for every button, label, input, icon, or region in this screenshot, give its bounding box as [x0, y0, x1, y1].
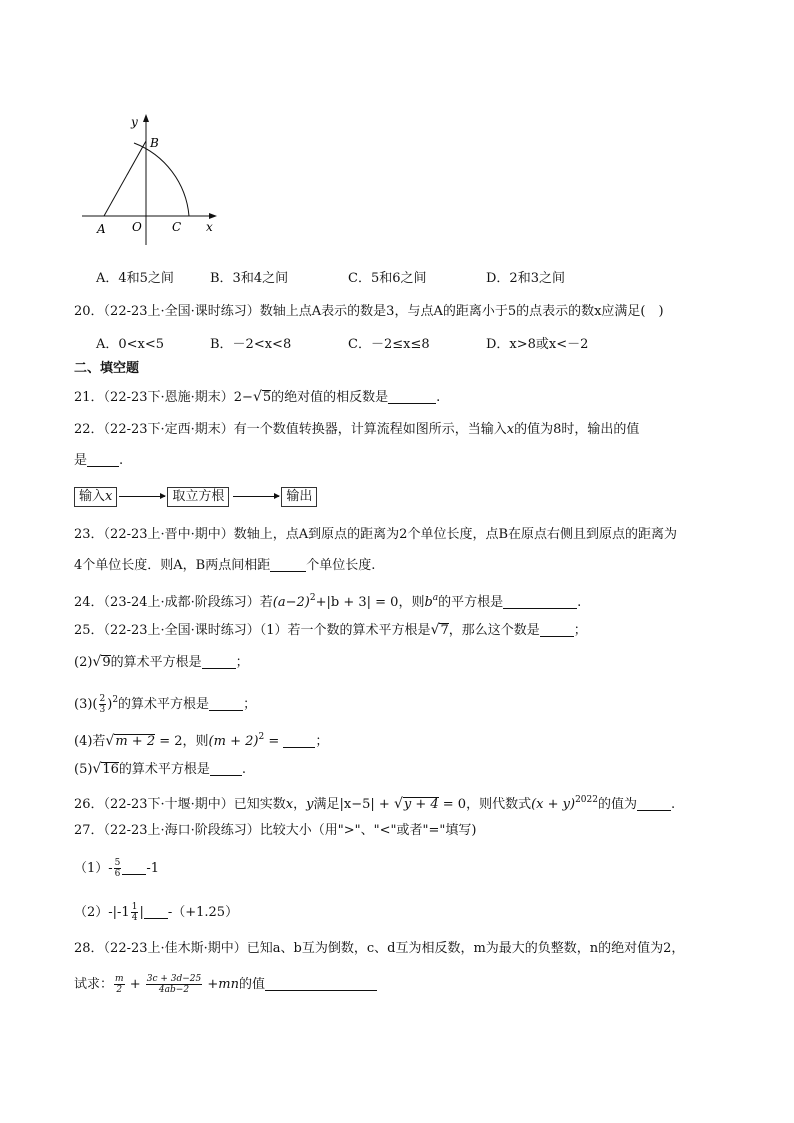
y-axis-arrow	[143, 114, 149, 122]
q25-4-answer-blank[interactable]	[283, 733, 315, 748]
q24-mid: +|b + 3| = 0	[315, 595, 399, 610]
q22-answer-blank[interactable]	[87, 452, 119, 467]
q24-post: 的平方根是	[438, 595, 504, 610]
q25-l4-mid: = 2，则	[155, 734, 209, 749]
q20-option-d: D．x>8或x<－2	[486, 337, 589, 352]
q23-line2-pre: 4个单位长度．则A，B两点间相距	[74, 558, 271, 573]
number-line-figure	[70, 105, 230, 245]
q25-part1	[74, 620, 587, 641]
segment-ab	[104, 141, 146, 216]
q23-line2	[74, 556, 375, 576]
flow-input-label: 输入	[79, 489, 106, 504]
q22-line2-pre: 是	[74, 453, 88, 468]
q25-l4-expr: (m + 2)	[208, 734, 259, 749]
q20-option-b: B．－2<x<8	[210, 337, 292, 352]
label-a: A	[97, 222, 106, 236]
q25-l3-close: )	[107, 697, 113, 712]
q23-line1: 23．（22-23上·晋中·期中）数轴上，点A到原点的距离为2个单位长度，点B在原点右侧且到原点的距离为	[74, 527, 677, 542]
flow-arrow-2	[233, 496, 279, 497]
q22-line2	[74, 451, 123, 471]
q24-end: .	[577, 595, 582, 610]
q24	[74, 588, 581, 613]
q23-answer-blank[interactable]	[270, 557, 306, 572]
q28-answer-blank[interactable]	[265, 976, 377, 991]
q21-radicand: 5	[262, 390, 272, 405]
label-x: x	[206, 220, 213, 234]
q19-option-b: B．3和4之间	[210, 271, 289, 286]
q27-1-answer-blank[interactable]	[122, 860, 146, 875]
q24-pre: 24．（23-24上·成都·阶段练习）若	[74, 595, 273, 610]
sqrt-sign: √	[252, 389, 262, 405]
q25-3-answer-blank[interactable]	[209, 696, 243, 711]
q21	[74, 387, 440, 408]
q27-p2-mid: |	[139, 905, 144, 920]
q26	[74, 790, 675, 815]
q25-l4-end: ；	[315, 734, 329, 749]
x-axis-arrow	[209, 213, 217, 219]
q19-option-a: A．4和5之间	[96, 271, 174, 286]
q23-line2-post: 个单位长度.	[306, 558, 376, 573]
flow-input-box	[74, 487, 117, 507]
q26-x: x	[285, 797, 294, 812]
q22-pre: 22．（22-23下·定西·期末）有一个数值转换器，计算流程如图所示，当输入	[74, 422, 507, 437]
label-o: O	[132, 220, 142, 234]
q26-eq: = 0，则代数式	[438, 797, 532, 812]
q25-l4-sup: 2	[258, 732, 265, 742]
q26-end: .	[670, 797, 676, 812]
flow-input-var: x	[105, 489, 113, 504]
q24-a: a	[432, 593, 439, 603]
q25-l1-pre: 25．（22-23上·全国·课时练习）（1）若一个数的算术平方根是	[74, 623, 431, 638]
q26-expr: (x + y)	[531, 797, 576, 812]
q22-flowchart	[74, 487, 317, 507]
q27-part1	[74, 858, 159, 879]
q25-l5-pre: (5)	[74, 762, 93, 777]
q25-l1-radicand: 7	[440, 623, 449, 638]
q27-part2	[74, 902, 238, 923]
q25-l3-end: ；	[243, 697, 257, 712]
arc-bc	[134, 143, 189, 216]
fraction	[99, 694, 107, 715]
q25-1-answer-blank[interactable]	[540, 622, 574, 637]
q22-line2-end: .	[119, 453, 124, 468]
q25-part5	[74, 759, 246, 780]
q25-part2	[74, 652, 249, 673]
q24-then: ，则	[398, 595, 425, 610]
q28-line2	[74, 974, 377, 995]
q21-answer-blank[interactable]	[388, 389, 436, 404]
q25-part3	[74, 690, 256, 715]
q21-end: .	[436, 390, 441, 405]
q28-f2-den: 4ab−2	[158, 985, 190, 995]
q26-answer-blank[interactable]	[637, 796, 671, 811]
q25-l5-post: 的算术平方根是	[118, 762, 210, 777]
fraction	[114, 974, 125, 995]
q19-option-c: C．5和6之间	[348, 271, 427, 286]
q27-p2-pre: （2）-|-1	[74, 905, 130, 920]
flow-process-box: 取立方根	[167, 487, 229, 507]
sqrt-sign: √	[105, 733, 115, 749]
q27-p1-post: -1	[146, 861, 160, 876]
q26-post: 的值为	[597, 797, 637, 812]
q28-f1-den: 2	[116, 985, 123, 995]
q27-p1-num: 5	[114, 858, 121, 868]
fraction	[146, 974, 203, 995]
q25-l2-post: 的算术平方根是	[110, 655, 202, 670]
q25-l4-eq: =	[264, 734, 284, 749]
q20-option-a: A．0<x<5	[96, 337, 165, 352]
section-heading: 二、填空题	[74, 361, 140, 376]
label-y: y	[131, 115, 138, 129]
q28-f2-num: 3c + 3d−25	[146, 974, 202, 984]
q25-l1-end: ；	[573, 623, 587, 638]
q26-sup: 2022	[575, 795, 598, 805]
q22-line1	[74, 420, 639, 440]
q25-5-answer-blank[interactable]	[210, 761, 242, 776]
q25-l4-radicand: m + 2	[115, 734, 156, 749]
flow-arrow-1	[119, 496, 165, 497]
q25-l3-num: 2	[99, 694, 106, 704]
label-b: B	[150, 136, 159, 150]
q26-pre: 26．（22-23下·十堰·期中）已知实数	[74, 797, 286, 812]
q27-p1-pre: （1）-	[74, 861, 113, 876]
q25-part4	[74, 727, 328, 752]
sqrt-sign: √	[92, 761, 102, 777]
q28-post: 的值	[238, 977, 265, 992]
q21-pre: 21．（22-23下·恩施·期末）2−	[74, 390, 253, 405]
label-c: C	[172, 220, 182, 234]
q25-l2-pre: (2)	[74, 655, 93, 670]
flow-output-box: 输出	[281, 487, 317, 507]
q20-stem: 20．（22-23上·全国·课时练习）数轴上点A表示的数是3，与点A的距离小于5的点表示的数x应满足( )	[74, 304, 664, 319]
q27-2-answer-blank[interactable]	[144, 904, 168, 919]
q21-post: 的绝对值的相反数是	[271, 390, 389, 405]
q25-l3-pre: (3)(	[74, 697, 98, 712]
sqrt-sign: √	[393, 796, 403, 812]
q26-y: y	[306, 797, 314, 812]
q26-mid: 满足|x−5| +	[313, 797, 394, 812]
q25-2-answer-blank[interactable]	[202, 654, 236, 669]
q28-mn: +mn	[203, 977, 239, 992]
sqrt-sign: √	[92, 654, 102, 670]
q24-b: b	[424, 595, 433, 610]
q28-l2-pre: 试求：	[74, 977, 114, 992]
q22-var: x	[506, 422, 515, 437]
q27-p2-num: 1	[131, 902, 138, 912]
q27-stem: 27．（22-23上·海口·阶段练习）比较大小（用">"、"<"或者"="填写)	[74, 823, 477, 838]
q26-comma: ，	[293, 797, 307, 812]
q25-l3-den: 3	[99, 705, 106, 715]
q24-answer-blank[interactable]	[503, 594, 577, 609]
q22-post: 的值为8时，输出的值	[514, 422, 640, 437]
q25-l4-pre: (4)若	[74, 734, 106, 749]
q20-option-c: C．－2≤x≤8	[348, 337, 430, 352]
q24-sup: 2	[309, 593, 316, 603]
q25-l5-end: .	[241, 762, 247, 777]
sqrt-sign: √	[430, 622, 440, 638]
q25-l3-post: 的算术平方根是	[118, 697, 210, 712]
q28-plus: +	[125, 977, 145, 992]
q25-l5-radicand: 16	[102, 762, 119, 777]
fraction	[114, 858, 122, 879]
q25-l3-sup: 2	[112, 695, 119, 705]
q19-option-d: D．2和3之间	[486, 271, 565, 286]
q26-radicand: y + 4	[403, 797, 439, 812]
q27-p2-den: 4	[131, 913, 138, 923]
q25-l2-radicand: 9	[102, 655, 111, 670]
q27-p1-den: 6	[114, 869, 121, 879]
q24-expr: (a−2)	[272, 595, 310, 610]
q27-p2-post: -（+1.25）	[167, 905, 239, 920]
q28-line1: 28．（22-23上·佳木斯·期中）已知a、b互为倒数，c、d互为相反数，m为最大的负整数，n的绝对值为2，	[74, 941, 685, 956]
fraction	[131, 902, 139, 923]
q25-l1-post: ，那么这个数是	[448, 623, 540, 638]
q25-l2-end: ；	[235, 655, 249, 670]
q28-f1-num: m	[115, 974, 124, 984]
